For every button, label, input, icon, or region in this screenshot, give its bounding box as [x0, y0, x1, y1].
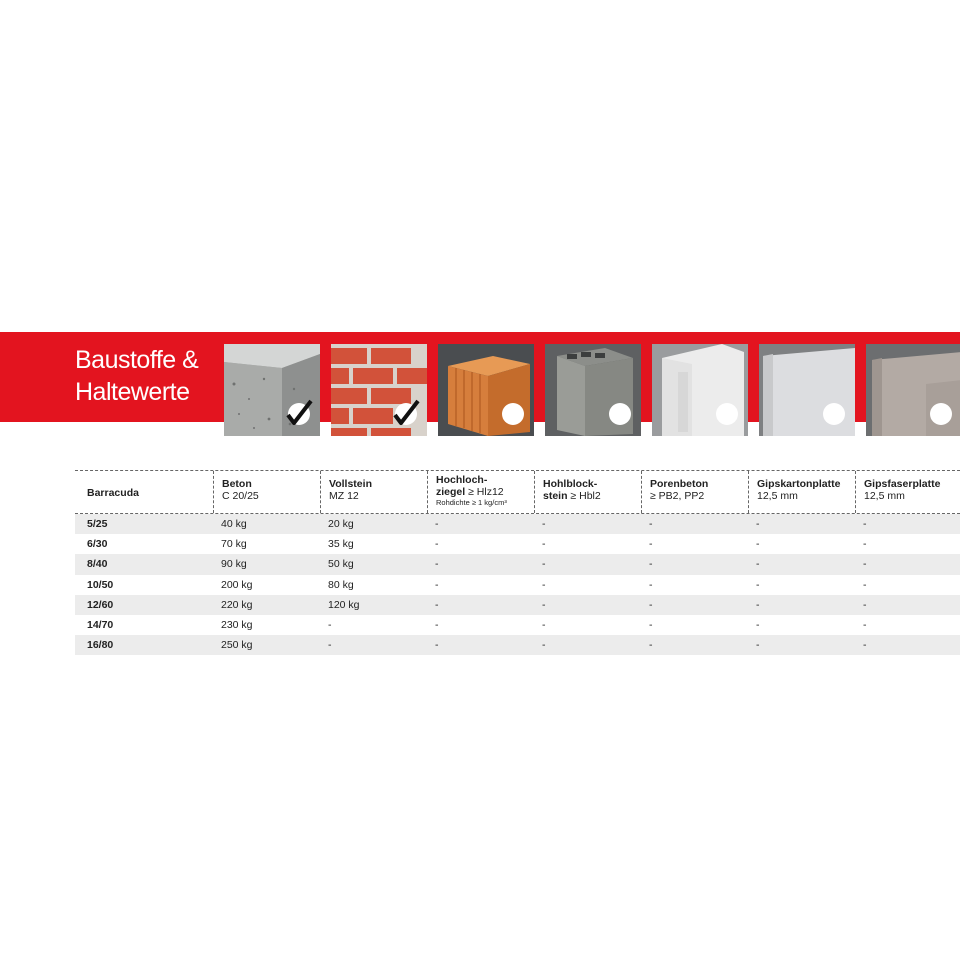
table-cell: - [756, 618, 760, 631]
material-image-gipsfaserplatte [866, 344, 960, 436]
table-cell: 80 kg [328, 578, 354, 591]
row-label: 6/30 [87, 538, 108, 551]
table-cell: - [649, 598, 653, 611]
column-header-hochlochziegel: Hochloch- ziegel ≥ Hlz12 Rohdichte ≥ 1 kg/cm³ [427, 471, 535, 513]
table-cell: - [756, 558, 760, 571]
circle-icon [930, 403, 952, 425]
row-label: 16/80 [87, 639, 114, 652]
table-cell: - [649, 518, 653, 530]
table-cell: - [649, 639, 653, 652]
material-image-gipskartonplatte [759, 344, 855, 436]
material-image-hochlochziegel [438, 344, 534, 436]
table-cell: - [542, 558, 546, 571]
table-cell: - [542, 598, 546, 611]
table-row [75, 595, 960, 615]
holding-values-table [75, 470, 960, 655]
check-icon [389, 398, 421, 430]
table-cell: - [863, 618, 867, 631]
table-cell: - [863, 598, 867, 611]
table-cell: - [435, 538, 439, 551]
title-line-2: Haltewerte [75, 378, 190, 406]
table-cell: 40 kg [221, 518, 247, 530]
table-cell: - [863, 518, 867, 530]
table-cell: - [649, 618, 653, 631]
table-cell: - [542, 518, 546, 530]
table-cell: 120 kg [328, 598, 360, 611]
column-header-porenbeton: Porenbeton ≥ PB2, PP2 [641, 471, 749, 513]
column-header-gipskartonplatte: Gipskartonplatte 12,5 mm [748, 471, 856, 513]
check-icon [282, 398, 314, 430]
table-cell: - [863, 578, 867, 591]
circle-icon [823, 403, 845, 425]
table-header-row [75, 470, 960, 514]
table-cell: - [756, 538, 760, 551]
table-cell: - [863, 538, 867, 551]
table-cell: 70 kg [221, 538, 247, 551]
table-cell: - [863, 558, 867, 571]
material-image-beton [224, 344, 320, 436]
table-cell: - [542, 538, 546, 551]
table-cell: 200 kg [221, 578, 253, 591]
table-cell: 20 kg [328, 518, 354, 530]
table-cell: - [542, 578, 546, 591]
column-header-gipsfaserplatte: Gipsfaserplatte 12,5 mm [855, 471, 960, 513]
table-cell: - [328, 639, 332, 652]
column-header-beton: Beton C 20/25 [213, 471, 321, 513]
table-cell: - [756, 518, 760, 530]
table-row [75, 575, 960, 595]
table-cell: - [649, 578, 653, 591]
row-label: 12/60 [87, 598, 114, 611]
title-line-1: Baustoffe & [75, 346, 199, 374]
column-header-barracuda: Barracuda [87, 487, 139, 499]
table-cell: 230 kg [221, 618, 253, 631]
table-cell: - [435, 598, 439, 611]
table-body [75, 514, 960, 655]
circle-icon [502, 403, 524, 425]
table-cell: - [649, 558, 653, 571]
table-cell: 35 kg [328, 538, 354, 551]
table-cell: - [649, 538, 653, 551]
table-cell: - [542, 639, 546, 652]
table-row [75, 635, 960, 655]
table-cell: - [756, 598, 760, 611]
column-header-vollstein: Vollstein MZ 12 [320, 471, 428, 513]
table-cell: 250 kg [221, 639, 253, 652]
page-title [75, 344, 215, 408]
row-label: 8/40 [87, 558, 108, 571]
circle-icon [609, 403, 631, 425]
table-cell: - [435, 578, 439, 591]
row-label: 10/50 [87, 578, 114, 591]
table-row [75, 534, 960, 554]
material-image-hohlblockstein [545, 344, 641, 436]
row-label: 5/25 [87, 518, 108, 530]
column-header-hohlblockstein: Hohlblock- stein ≥ Hbl2 [534, 471, 642, 513]
table-cell: - [542, 618, 546, 631]
table-row [75, 514, 960, 534]
table-row [75, 615, 960, 635]
table-cell: 220 kg [221, 598, 253, 611]
table-row [75, 554, 960, 574]
table-cell: 50 kg [328, 558, 354, 571]
table-cell: - [435, 618, 439, 631]
table-cell: - [863, 639, 867, 652]
table-cell: - [756, 639, 760, 652]
table-cell: - [328, 618, 332, 631]
material-image-vollstein [331, 344, 427, 436]
table-cell: - [435, 518, 439, 530]
material-image-porenbeton [652, 344, 748, 436]
table-cell: 90 kg [221, 558, 247, 571]
circle-icon [716, 403, 738, 425]
table-cell: - [435, 558, 439, 571]
row-label: 14/70 [87, 618, 114, 631]
table-cell: - [435, 639, 439, 652]
table-cell: - [756, 578, 760, 591]
